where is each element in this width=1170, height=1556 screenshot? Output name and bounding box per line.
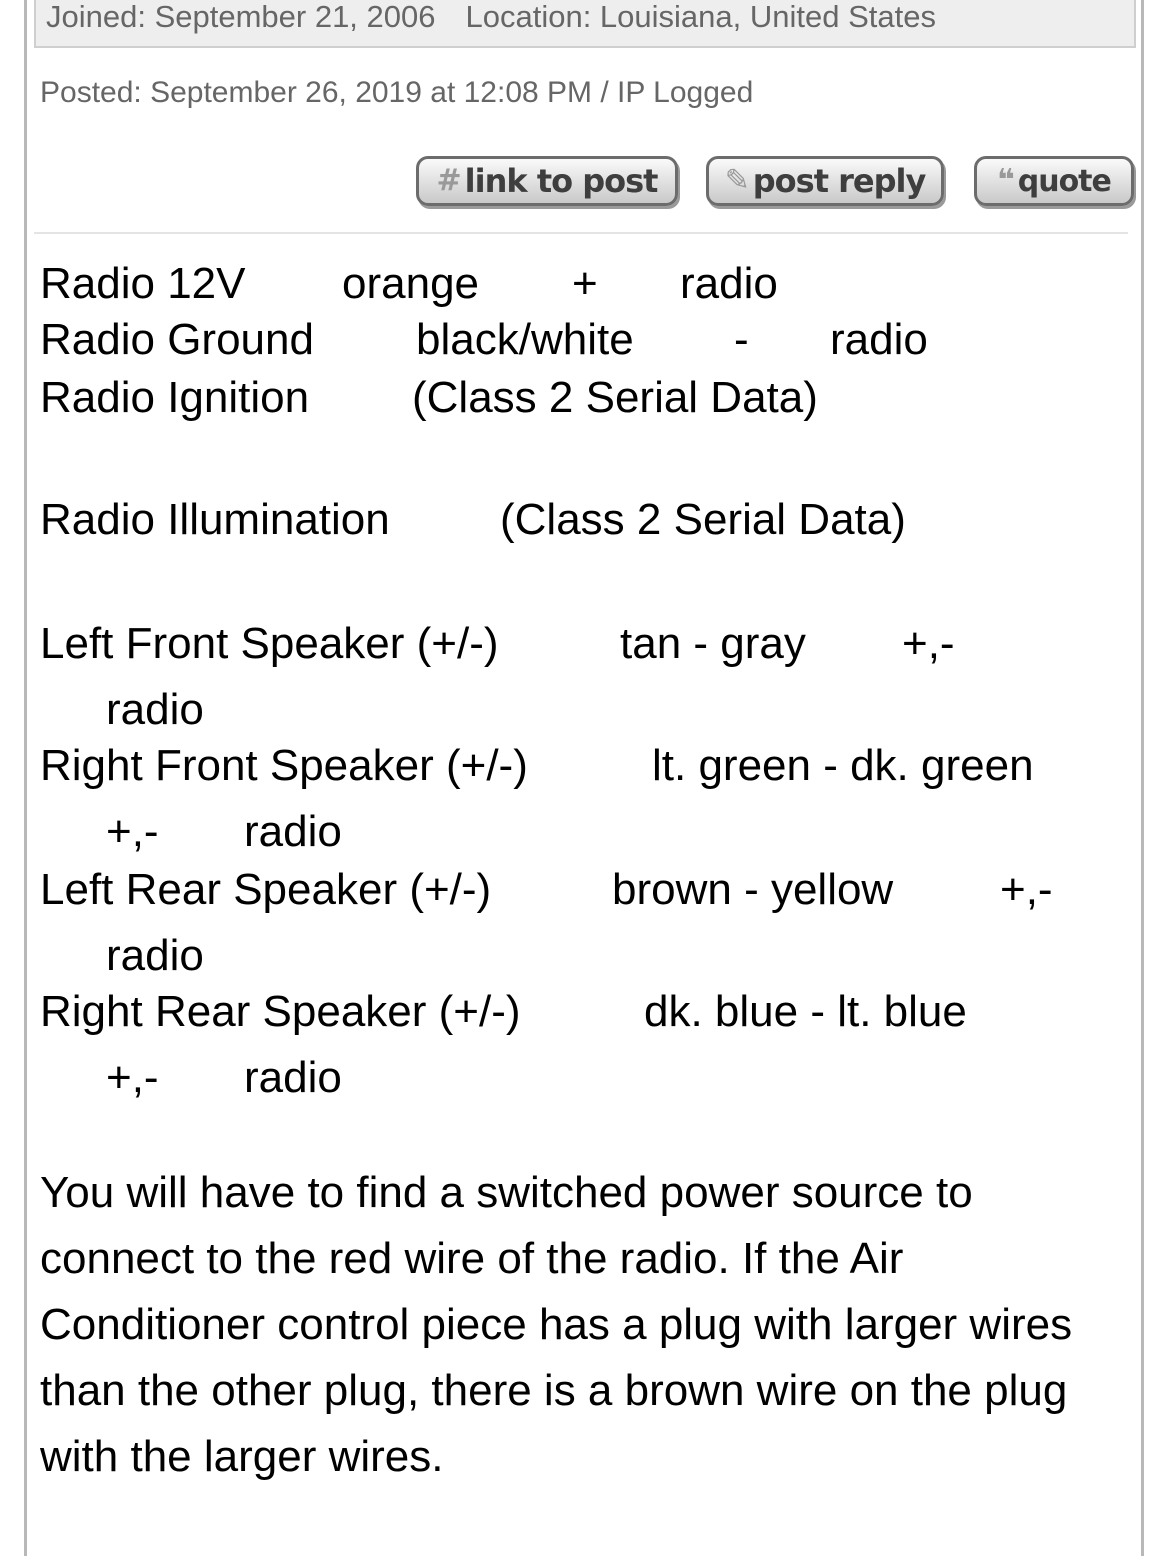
wire-label: Radio Illumination <box>40 495 390 544</box>
joined-date: Joined: September 21, 2006 <box>46 0 436 34</box>
link-to-post-button[interactable] <box>416 156 678 206</box>
wire-color: tan - gray <box>620 619 806 668</box>
wire-polarity: - <box>734 315 749 364</box>
wire-label: Right Front Speaker (+/-) <box>40 741 528 790</box>
wire-label: Right Rear Speaker (+/-) <box>40 987 521 1036</box>
reply-icon: ✎ <box>724 163 749 198</box>
wire-destination: radio <box>106 685 204 734</box>
post-reply-label: post reply <box>752 162 926 200</box>
wire-label: Radio Ground <box>40 315 314 364</box>
wire-destination: radio <box>244 807 342 856</box>
wire-note: (Class 2 Serial Data) <box>412 373 818 422</box>
post-reply-button[interactable] <box>706 156 944 206</box>
user-location: Location: Louisiana, United States <box>465 0 936 34</box>
quote-button[interactable] <box>974 156 1134 206</box>
wire-polarity: + <box>572 259 598 308</box>
quote-bubble-icon: ❝ <box>997 163 1014 198</box>
wire-color: brown - yellow <box>612 865 894 914</box>
wire-color: lt. green - dk. green <box>652 741 1034 790</box>
wire-polarity: +,- <box>106 807 159 856</box>
wire-destination: radio <box>106 931 204 980</box>
wire-destination: radio <box>244 1053 342 1102</box>
wire-polarity: +,- <box>106 1053 159 1102</box>
wire-color: orange <box>342 259 480 308</box>
post-timestamp: Posted: September 26, 2019 at 12:08 PM / IP Logged <box>40 76 754 109</box>
wire-note: (Class 2 Serial Data) <box>500 495 906 544</box>
wire-label: Radio Ignition <box>40 373 310 422</box>
hash-icon: # <box>436 163 461 198</box>
wire-destination: radio <box>830 315 928 364</box>
wire-polarity: +,- <box>902 619 955 668</box>
wire-polarity: +,- <box>1000 865 1053 914</box>
wire-label: Left Front Speaker (+/-) <box>40 619 499 668</box>
post-divider <box>34 232 1128 234</box>
wire-color: dk. blue - lt. blue <box>644 987 967 1036</box>
wire-destination: radio <box>680 259 778 308</box>
post-note-paragraph: You will have to find a switched power source to connect to the red wire of the radio. If the Air Conditioner control piece has a plug with larger wires than the other plug, there is a brown wire on the plug with the larger wires. <box>40 1168 1073 1481</box>
link-to-post-label: link to post <box>464 162 658 200</box>
quote-label: quote <box>1017 163 1111 199</box>
wire-label: Left Rear Speaker (+/-) <box>40 865 492 914</box>
wire-label: Radio 12V <box>40 259 246 308</box>
user-info-bar <box>34 0 1136 48</box>
wire-color: black/white <box>416 315 634 364</box>
